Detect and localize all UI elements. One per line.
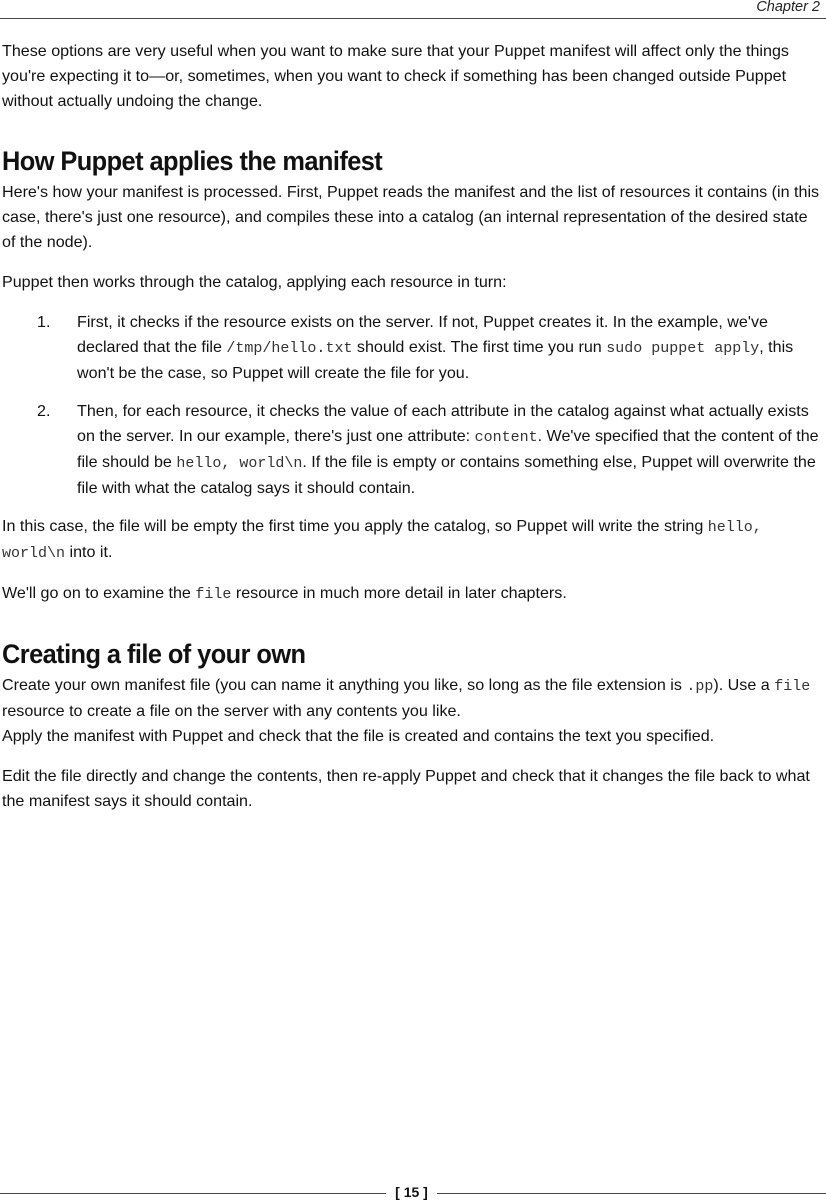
list-item — [2, 310, 824, 386]
page-content — [2, 39, 824, 829]
footer-rule-left — [0, 1193, 386, 1194]
section1-paragraph-1: Here's how your manifest is processed. First, Puppet reads the manifest and the list of resources it contains (in this case, there's just one resource), and compiles these into a catalog (an internal representation of the desired state of the node). — [2, 183, 820, 251]
inline-code: sudo puppet apply — [606, 340, 760, 357]
inline-code: file — [774, 678, 811, 695]
paragraph-text: Apply the manifest with Puppet and check that the file is created and contains the text you specified. — [2, 727, 715, 745]
paragraph-text: into it. — [65, 543, 113, 561]
section2-paragraph-2: Edit the file directly and change the contents, then re-apply Puppet and check that it changes the file back to what the manifest says it should contain. — [2, 767, 810, 810]
paragraph-text: ). Use a — [713, 676, 775, 694]
section-heading-how-puppet-applies: How Puppet applies the manifest — [2, 146, 383, 176]
page-number: [ 15 ] — [395, 1184, 428, 1200]
list-text: should exist. The first time you run — [352, 338, 607, 356]
section1-paragraph-4 — [2, 581, 824, 607]
inline-code: hello, world\n — [2, 519, 762, 562]
list-text: . We've specified that the content of the file should be — [77, 427, 819, 471]
intro-paragraph: These options are very useful when you want to make sure that your Puppet manifest will affect only the things you're expecting it to—or, sometimes, when you want to check if something has been changed outside Puppet without actually undoing the change. — [2, 42, 789, 110]
chapter-label: Chapter 2 — [756, 0, 820, 15]
list-text: First, it checks if the resource exists on the server. If not, Puppet creates it. In the example, we've declared that the file — [77, 313, 768, 356]
list-text: . If the file is empty or contains something else, Puppet will overwrite the file with what the catalog says it should contain. — [77, 453, 816, 497]
footer-rule-right — [437, 1193, 826, 1194]
paragraph-text: In this case, the file will be empty the first time you apply the catalog, so Puppet will write the string — [2, 517, 708, 535]
list-item — [2, 399, 824, 501]
page-footer — [0, 1184, 826, 1204]
inline-code: hello, world\n — [176, 455, 303, 472]
inline-code: .pp — [686, 678, 714, 695]
list-text: , this won't be the case, so Puppet will create the file for you. — [77, 338, 794, 382]
page-header — [0, 0, 826, 19]
list-number: 2. — [37, 402, 51, 420]
section-heading-creating-a-file: Creating a file of your own — [2, 639, 306, 669]
inline-code: /tmp/hello.txt — [226, 340, 353, 357]
paragraph-text: Create your own manifest file (you can name it anything you like, so long as the file extension is — [2, 676, 687, 694]
paragraph-text: resource to create a file on the server with any contents you like. — [2, 702, 461, 720]
list-number: 1. — [37, 313, 51, 331]
section1-paragraph-3 — [2, 514, 824, 566]
section2-paragraph-1 — [2, 673, 824, 749]
paragraph-text: resource in much more detail in later chapters. — [231, 584, 567, 602]
section1-paragraph-2: Puppet then works through the catalog, applying each resource in turn: — [2, 273, 507, 291]
list-text: Then, for each resource, it checks the value of each attribute in the catalog against what actually exists on the server. In our example, there's just one attribute: — [77, 402, 809, 445]
inline-code: file — [195, 586, 232, 603]
steps-list — [2, 310, 824, 501]
paragraph-text: We'll go on to examine the — [2, 584, 196, 602]
inline-code: content — [474, 429, 538, 446]
